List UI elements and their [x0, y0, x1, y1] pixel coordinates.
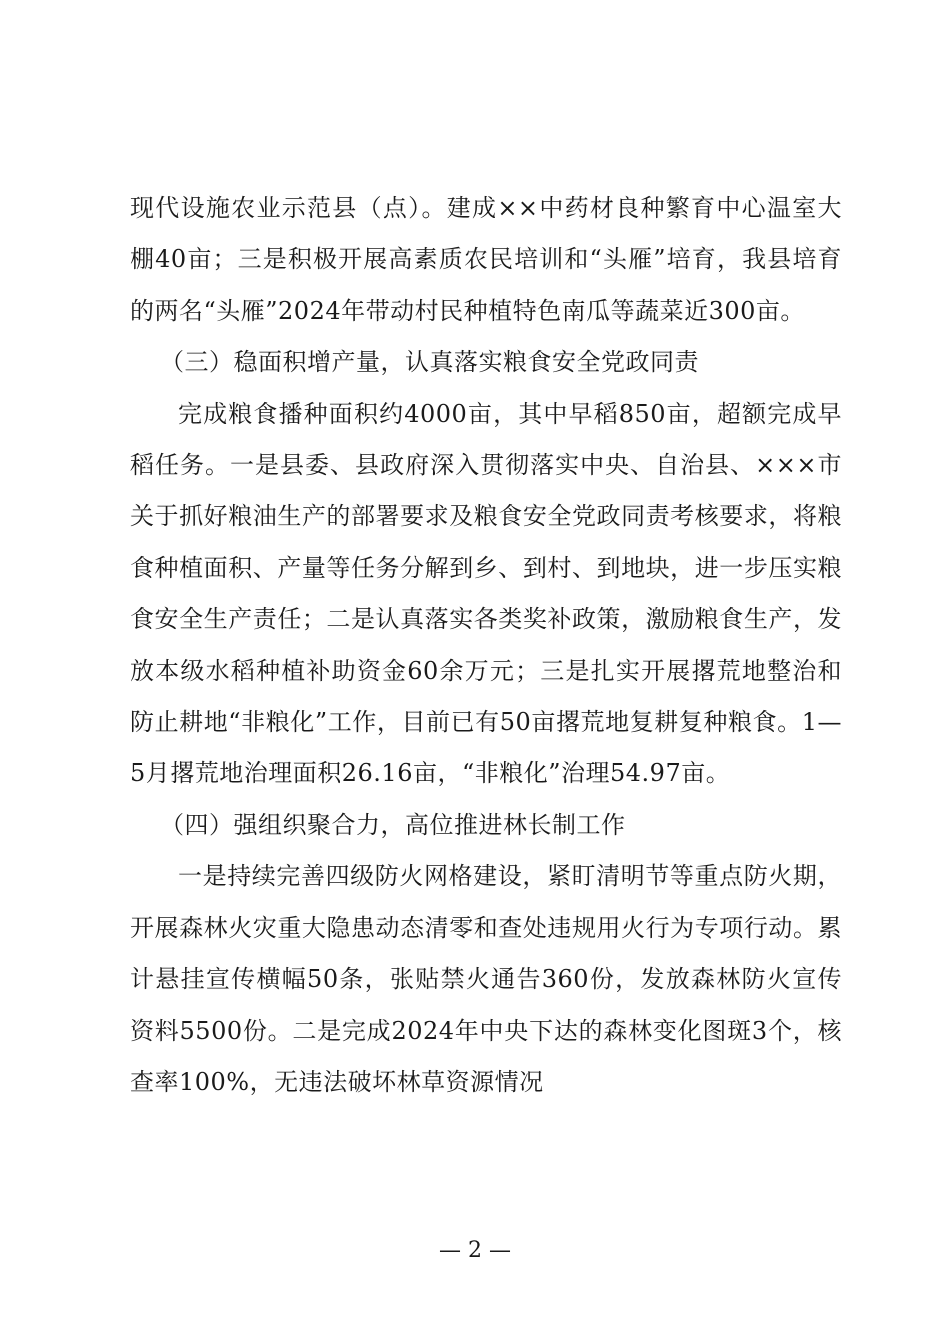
section-heading-four: （四）强组织聚合力，高位推进林长制工作 [160, 810, 626, 839]
paragraph-forest-chief: 一是持续完善四级防火网格建设，紧盯清明节等重点防火期，开展森林火灾重大隐患动态清零和查处违规用火行为专项行动。累计悬挂宣传横幅50条，张贴禁火通告360份，发放森林防火宣传资料5500份。二是完成2024年中央下达的森林变化图斑3个，核查率100%，无违法破坏林草资源情况 [130, 862, 842, 1096]
section-heading-three: （三）稳面积增产量，认真落实粮食安全党政同责 [160, 348, 699, 377]
paragraph-grain-security: 完成粮食播种面积约4000亩，其中早稻850亩，超额完成早稻任务。一是县委、县政府深入贯彻落实中央、自治县、×××市关于抓好粮油生产的部署要求及粮食安全党政同责考核要求，将粮食种植面积、产量等任务分解到乡、到村、到地块，进一步压实粮食安全生产责任；二是认真落实各类奖补政策，激励粮食生产，发放本级水稻种植补助资金60余万元；三是扎实开展撂荒地整治和防止耕地“非粮化”工作，目前已有50亩撂荒地复耕复种粮食。1—5月撂荒地治理面积26.16亩，“非粮化”治理54.97亩。 [130, 399, 842, 788]
document-body [130, 183, 842, 1108]
page-number: — 2 — [439, 1238, 511, 1263]
paragraph-intro-continuation: 现代设施农业示范县（点）。建成××中药材良种繁育中心温室大棚40亩；三是积极开展高素质农民培训和“头雁”培育，我县培育的两名“头雁”2024年带动村民种植特色南瓜等蔬菜近300亩。 [130, 194, 842, 325]
